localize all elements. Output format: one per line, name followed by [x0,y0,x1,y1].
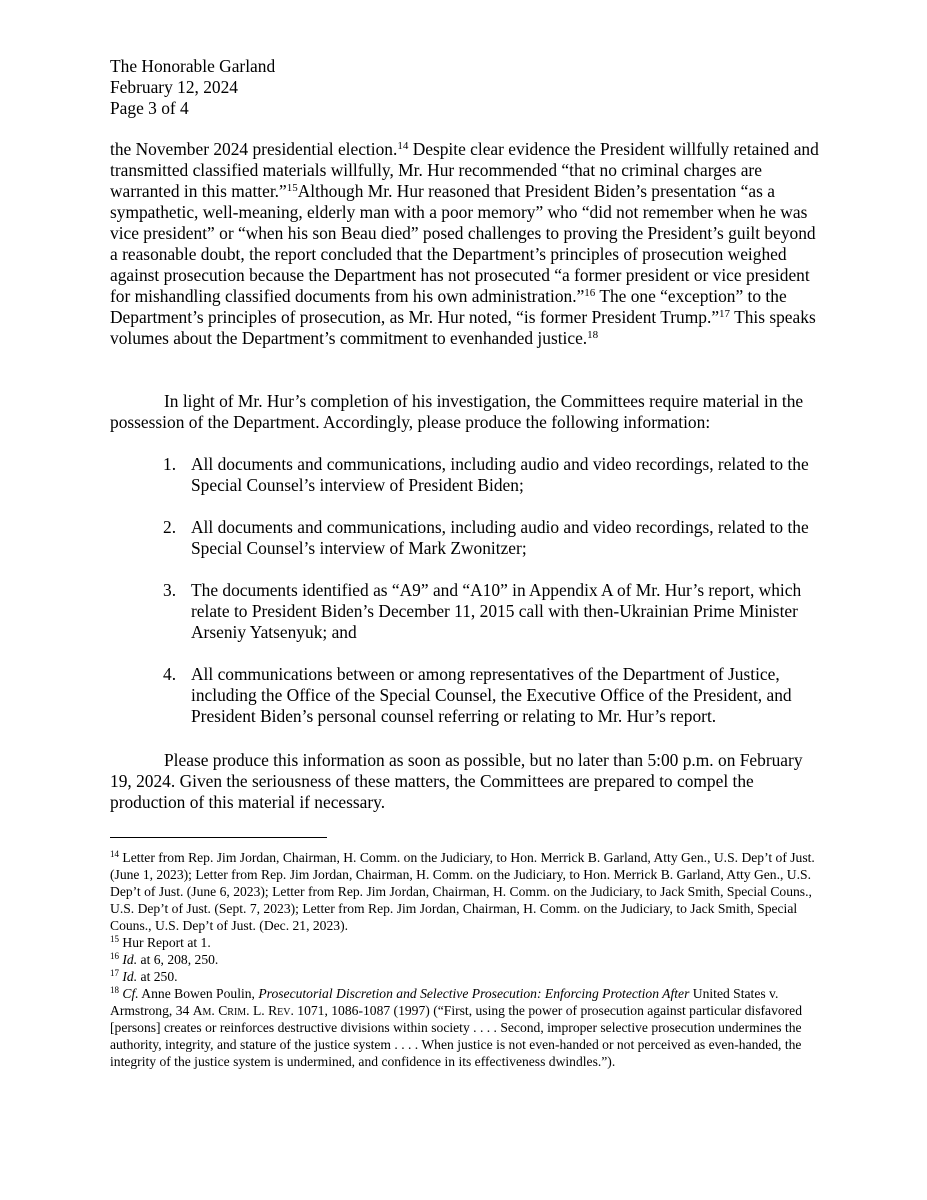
list-item-number: 2. [163,517,177,537]
footnote-text: at 250. [137,969,178,984]
page-number-line: Page 3 of 4 [110,98,189,118]
footnotes [110,849,822,1070]
footnote-ref-16[interactable]: 16 [584,287,596,299]
date-line: February 12, 2024 [110,77,238,97]
footnote-text: Letter from Rep. Jim Jordan, Chairman, H. Comm. on the Judiciary, to Hon. Merrick B. Garland, Atty Gen., U.S. Dep’t of Just. (June 1, 2023); Letter from Rep. Jim Jordan, Chairman, H. Comm. on the Judiciary, to Hon. Merrick B. Garland, Atty Gen., U.S. Dep’t of Just. (June 6, 2023); Letter from Rep. Jim Jordan, Chairman, H. Comm. on the Judiciary, to Jack Smith, Special Couns., U.S. Dep’t of Just. (Sept. 7, 2023); Letter from Rep. Jim Jordan, Chairman, H. Comm. on the Judiciary, to Jack Smith, Special Couns., U.S. Dep’t of Just. (Dec. 21, 2023). [110,850,815,933]
addressee-line: The Honorable Garland [110,56,276,76]
footnote-journal: Am. Crim. L. Rev. [192,1003,294,1018]
footnote-id-cite: Id. [122,952,138,967]
footnote-number: 16 [110,951,119,961]
p1-sentence-5: This speaks volumes about the Department’s commitment to evenhanded justice. [110,307,816,348]
p1-sentence-2: Despite clear evidence the President willfully retained and transmitted classified materials willfully, Mr. Hur recommended “that no criminal charges are warranted in this matter.” [110,139,819,201]
p1-sentence-3: Although Mr. Hur reasoned that President Biden’s presentation “as a sympathetic, well-meaning, elderly man with a poor memory” who “did not remember when he was vice president” or “when his son Beau died” posed challenges to proving the President’s guilt beyond a reasonable doubt, the report concluded that the Department’s principles of prosecution weighed against prosecution because the Department has not prosecuted “a former president or vice president for mishandling classified documents from his own administration.” [110,181,816,306]
footnote-number: 17 [110,968,119,978]
footnote-ref-18[interactable]: 18 [587,329,599,341]
footnote-ref-14[interactable]: 14 [397,140,409,152]
list-item-number: 4. [163,664,177,684]
footnote-cf-signal: Cf. [122,986,139,1001]
footnote-18 [110,985,822,1070]
list-item-text: The documents identified as “A9” and “A10” in Appendix A of Mr. Hur’s report, which relate to President Biden’s December 11, 2015 call with then-Ukrainian Prime Minister Arseniy Yatsenyuk; and [191,580,802,642]
footnote-article-title: Prosecutorial Discretion and Selective Prosecution: Enforcing Protection After [258,986,690,1001]
footnote-ref-15[interactable]: 15 [286,182,298,194]
footnote-ref-17[interactable]: 17 [719,308,731,320]
footnote-text: 1071, 1086-1087 (1997) (“First, using the power of prosecution against particular disfavored [persons] creates or reinforces destructive divisions within society . . . . Second, improper selective prosecution undermines the authority, integrity, and stature of the justice system . . . . When justice is not even-handed or not perceived as even-handed, the integrity of the justice system is undermined, and confidence in its effectiveness dwindles.”). [110,1003,803,1069]
footnote-16 [110,951,822,968]
paragraph-request-intro: In light of Mr. Hur’s completion of his investigation, the Committees require material in the possession of the Department. Accordingly, please produce the following information: [110,391,804,432]
footnote-case: United States v. Armstrong, 34 [110,986,779,1018]
p1-sentence-1: the November 2024 presidential election. [110,139,398,159]
footnote-number: 18 [110,985,119,995]
paragraph-deadline: Please produce this information as soon as possible, but no later than 5:00 p.m. on February 19, 2024. Given the seriousness of these matters, the Committees are prepared to compel the production of this material if necessary. [110,750,803,812]
footnote-number: 14 [110,849,119,859]
footnote-number: 15 [110,934,119,944]
p1-sentence-4: The one “exception” to the Department’s principles of prosecution, as Mr. Hur noted, “is former President Trump.” [110,286,787,327]
paragraph-election [110,139,822,349]
footnote-author: Anne Bowen Poulin, [138,986,259,1001]
footnote-divider [110,837,327,838]
footnote-15 [110,934,822,951]
footnote-id-cite: Id. [122,969,138,984]
letter-header [110,56,275,119]
footnote-14 [110,849,822,934]
list-item-number: 1. [163,454,177,474]
list-item-text: All communications between or among representatives of the Department of Justice, including the Office of the Special Counsel, the Executive Office of the President, and President Biden’s personal counsel referring or relating to Mr. Hur’s report. [191,664,792,726]
list-item-number: 3. [163,580,177,600]
footnote-text: Hur Report at 1. [119,935,211,950]
list-item-text: All documents and communications, including audio and video recordings, related to the Special Counsel’s interview of President Biden; [191,454,809,495]
footnote-17 [110,968,822,985]
footnote-text: at 6, 208, 250. [137,952,219,967]
list-item-text: All documents and communications, including audio and video recordings, related to the Special Counsel’s interview of Mark Zwonitzer; [191,517,809,558]
